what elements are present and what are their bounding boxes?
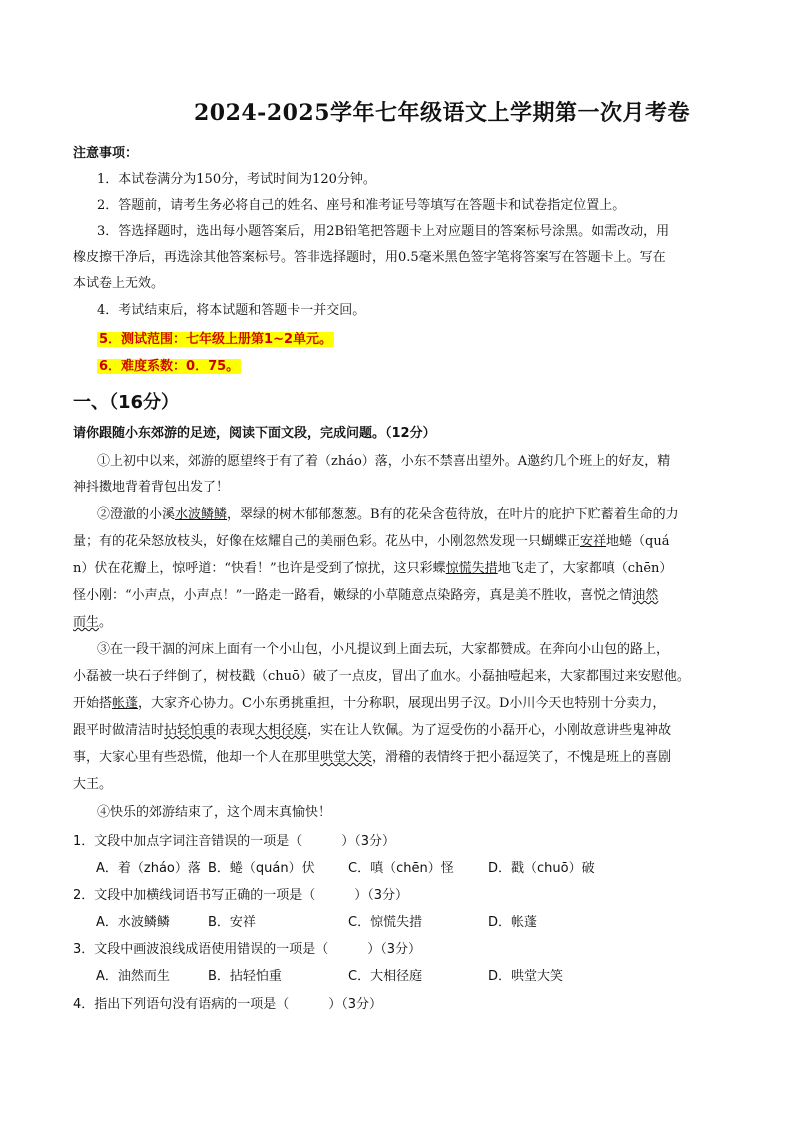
- wavy-underlined-idiom: 哄堂大笑: [320, 750, 373, 765]
- question-4-stem: 4．指出下列语句没有语病的一项是（ ）（3分）: [73, 997, 383, 1012]
- note-item-4: 4．考试结束后，将本试题和答题卡一并交回。: [97, 303, 366, 318]
- passage-p2-line3: n）伏在花瓣上，惊呼道：“快看！”也许是受到了惊扰，这只彩蝶惊慌失措地飞走了，大家都嗔（chēn）: [73, 561, 673, 576]
- q2-option-a[interactable]: A．水波鳞鳞: [96, 915, 170, 930]
- wavy-underlined-idiom: 拈轻怕重: [164, 723, 217, 738]
- question-1-options: [96, 859, 595, 879]
- q3-option-c[interactable]: C．大相径庭: [348, 969, 423, 984]
- note-item-3: 3．答选择题时，选出每小题答案后，用2B铅笔把答题卡上对应题目的答案标号涂黑。如需改动，用: [97, 224, 670, 239]
- note-item-1: 1．本试卷满分为150分，考试时间为120分钟。: [97, 172, 376, 187]
- question-1-stem: 1．文段中加点字词注音错误的一项是（ ）（3分）: [73, 834, 396, 849]
- note-item-3-end: 本试卷上无效。: [73, 276, 165, 291]
- underlined-word: 惊慌失措: [445, 561, 498, 576]
- question-3-stem: 3．文段中画波浪线成语使用错误的一项是（ ）（3分）: [73, 942, 422, 957]
- passage-p2-line1: ②澄澈的小溪水波鳞鳞，翠绿的树木郁郁葱葱。B有的花朵含苞待放，在叶片的庇护下贮蓄着生命的力: [97, 507, 679, 522]
- passage-p4: ④快乐的郊游结束了，这个周末真愉快！: [97, 805, 332, 820]
- q3-option-d[interactable]: D．哄堂大笑: [488, 969, 564, 984]
- test-scope-highlight: 5．测试范围：七年级上册第1~2单元。: [99, 332, 333, 347]
- question-2-options: [96, 913, 537, 933]
- q1-option-d[interactable]: D．戳（chuō）破: [488, 861, 595, 876]
- passage-p3-line2: 小磊被一块石子绊倒了，树枝戳（chuō）破了一点皮，冒出了血水。小磊抽噎起来，大家都围过来安慰他。: [73, 669, 690, 684]
- question-2-stem: 2．文段中加横线词语书写正确的一项是（ ）（3分）: [73, 888, 409, 903]
- note-item-2: 2．答题前，请考生务必将自己的姓名、座号和准考证号等填写在答题卡和试卷指定位置上。: [97, 198, 626, 213]
- q2-option-d[interactable]: D．帐蓬: [488, 915, 538, 930]
- note-item-6: [97, 357, 747, 377]
- underlined-word: 安祥: [580, 534, 607, 549]
- q3-option-b[interactable]: B．拈轻怕重: [208, 969, 282, 984]
- q3-option-a[interactable]: A．油然而生: [96, 969, 170, 984]
- q1-option-a[interactable]: A．着（zháo）落: [96, 861, 201, 876]
- passage-p2-line2: 量；有的花朵怒放枝头，好像在炫耀自己的美丽色彩。花丛中，小刚忽然发现一只蝴蝶正安祥地蜷（quá: [73, 534, 670, 549]
- q1-option-b[interactable]: B．蜷（quán）伏: [208, 861, 315, 876]
- notes-heading: 注意事项：: [73, 146, 139, 161]
- passage-p1-line2: 神抖擞地背着背包出发了！: [73, 480, 230, 495]
- wavy-underlined-idiom: 油然: [632, 588, 659, 603]
- page-title: 2024-2025学年七年级语文上学期第一次月考卷: [193, 100, 691, 126]
- passage-p3-line6: 大王。: [73, 777, 113, 792]
- underlined-word: 帐蓬: [112, 696, 139, 711]
- wavy-underlined-idiom: 大相径庭: [255, 723, 308, 738]
- difficulty-highlight: 6．难度系数：0．75。: [99, 359, 240, 374]
- passage-p1-line1: ①上初中以来，郊游的愿望终于有了着（zháo）落，小东不禁喜出望外。A邀约几个班上的好友，精: [97, 454, 671, 469]
- underlined-word: 水波鳞鳞: [175, 507, 228, 522]
- q2-option-c[interactable]: C．惊慌失措: [348, 915, 423, 930]
- q1-option-c[interactable]: C．嗔（chēn）怪: [348, 861, 454, 876]
- section-intro: 请你跟随小东郊游的足迹，阅读下面文段，完成问题。（12分）: [73, 426, 436, 441]
- passage-p3-line3: 开始搭帐蓬，大家齐心协力。C小东勇挑重担，十分称职，展现出男子汉。D小川今天也特别十分卖力，: [73, 696, 666, 711]
- question-3-options: [96, 967, 563, 987]
- passage-p3-line1: ③在一段干涸的河床上面有一个小山包，小凡提议到上面去玩，大家都赞成。在奔向小山包的路上，: [97, 642, 670, 657]
- passage-p2-line5: 而生。: [73, 615, 113, 630]
- section-heading: 一、（16分）: [73, 392, 180, 413]
- note-item-3-cont: 橡皮擦干净后，再选涂其他答案标号。答非选择题时，用0.5毫米黑色签字笔将答案写在答题卡上。写在: [73, 250, 666, 265]
- q2-option-b[interactable]: B．安祥: [208, 915, 256, 930]
- passage-p3-line4: 跟平时做清洁时拈轻怕重的表现大相径庭，实在让人钦佩。为了逗受伤的小磊开心，小刚故意讲些鬼神故: [73, 723, 672, 738]
- wavy-underlined-idiom: 而生: [73, 615, 100, 630]
- note-item-5: [97, 330, 747, 350]
- passage-p2-line4: 怪小刚：“小声点，小声点！”一路走一路看，嫩绿的小草随意点染路旁，真是美不胜收，喜悦之情油然: [73, 588, 659, 603]
- passage-p3-line5: 事，大家心里有些恐慌，他却一个人在那里哄堂大笑，滑稽的表情终于把小磊逗笑了，不愧是班上的喜剧: [73, 750, 672, 765]
